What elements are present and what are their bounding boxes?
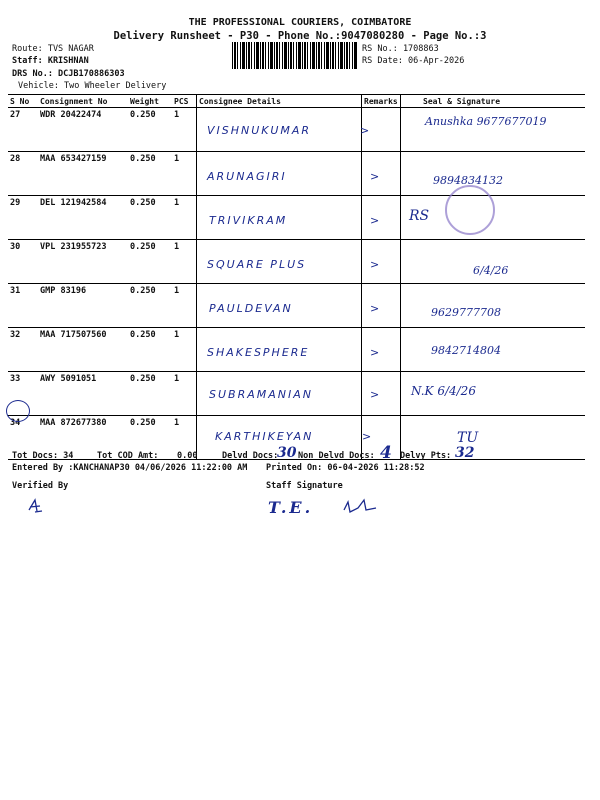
col-consignment: Consignment No bbox=[38, 95, 128, 108]
entered-by: Entered By :KANCHANAP30 04/06/2026 11:22:00 AM bbox=[12, 463, 248, 473]
row-sno: 30 bbox=[8, 240, 38, 284]
row-pcs: 1 bbox=[172, 152, 197, 196]
verified-by-label: Verified By bbox=[12, 481, 69, 491]
table-row bbox=[8, 372, 585, 416]
row-remark: > bbox=[370, 214, 382, 227]
row-signature: 9894834132 bbox=[433, 174, 503, 187]
staff-signature-scribble bbox=[340, 496, 380, 516]
row-consignee: SUBRAMANIAN bbox=[209, 388, 313, 401]
row-signature: 9842714804 bbox=[431, 344, 501, 357]
delvy-pts-value: 32 bbox=[455, 445, 475, 461]
col-signature: Seal & Signature bbox=[401, 95, 586, 108]
row-pcs: 1 bbox=[172, 240, 197, 284]
total-cod-value: 0.00 bbox=[177, 451, 198, 461]
row-remark: > bbox=[370, 258, 382, 271]
col-weight: Weight bbox=[128, 95, 172, 108]
verified-signature-mark bbox=[26, 498, 46, 514]
circled-number-mark bbox=[6, 400, 30, 422]
col-pcs: PCS bbox=[172, 95, 197, 108]
row-sno: 34 bbox=[8, 416, 38, 460]
col-remarks: Remarks bbox=[362, 95, 401, 108]
row-weight: 0.250 bbox=[128, 240, 172, 284]
rs-date: RS Date: 06-Apr-2026 bbox=[362, 56, 465, 66]
col-consignee: Consignee Details bbox=[197, 95, 362, 108]
row-weight: 0.250 bbox=[128, 196, 172, 240]
vehicle-label: Vehicle: Two Wheeler Delivery bbox=[18, 81, 167, 91]
row-signature-cell bbox=[401, 152, 586, 196]
delvy-pts-label: Delvy Pts: bbox=[400, 451, 452, 461]
row-pcs: 1 bbox=[172, 284, 197, 328]
row-sno: 29 bbox=[8, 196, 38, 240]
row-consignment: GMP 83196 bbox=[38, 284, 128, 328]
row-signature: N.K 6/4/26 bbox=[411, 384, 476, 398]
row-remark: > bbox=[362, 430, 374, 443]
row-pcs: 1 bbox=[172, 416, 197, 460]
table-row bbox=[8, 196, 585, 240]
row-remarks-cell bbox=[362, 240, 401, 284]
total-docs: Tot Docs: 34 bbox=[12, 451, 74, 461]
delvd-docs-value: 30 bbox=[277, 445, 297, 461]
row-remark: > bbox=[370, 302, 382, 315]
delivery-table bbox=[8, 94, 585, 460]
table-row bbox=[8, 152, 585, 196]
row-signature: RS bbox=[409, 208, 430, 224]
non-delvd-label: Non Delvd Docs: bbox=[298, 451, 375, 461]
staff-signature-label: Staff Signature bbox=[266, 481, 343, 491]
table-header-row bbox=[8, 95, 585, 108]
row-weight: 0.250 bbox=[128, 152, 172, 196]
row-sno: 32 bbox=[8, 328, 38, 372]
row-sno: 27 bbox=[8, 108, 38, 152]
staff-label: Staff: KRISHNAN bbox=[12, 56, 89, 66]
row-consignee: VISHNUKUMAR bbox=[207, 124, 312, 137]
barcode-icon bbox=[232, 42, 357, 69]
row-remark: > bbox=[360, 124, 372, 137]
row-consignment: MAA 653427159 bbox=[38, 152, 128, 196]
printed-on: Printed On: 06-04-2026 11:28:52 bbox=[266, 463, 425, 473]
row-sno: 28 bbox=[8, 152, 38, 196]
seal-stamp-icon bbox=[445, 185, 495, 235]
row-pcs: 1 bbox=[172, 108, 197, 152]
row-consignee-cell bbox=[197, 240, 362, 284]
staff-signature-value: T.E. bbox=[268, 498, 314, 517]
row-remark: > bbox=[370, 388, 382, 401]
col-sno: S No bbox=[8, 95, 38, 108]
row-signature-cell bbox=[401, 240, 586, 284]
row-weight: 0.250 bbox=[128, 372, 172, 416]
row-weight: 0.250 bbox=[128, 284, 172, 328]
rs-number: RS No.: 1708863 bbox=[362, 44, 439, 54]
row-remarks-cell bbox=[362, 372, 401, 416]
row-remarks-cell bbox=[362, 152, 401, 196]
row-consignee: ARUNAGIRI bbox=[207, 170, 287, 183]
table-row bbox=[8, 284, 585, 328]
row-consignee-cell bbox=[197, 196, 362, 240]
row-pcs: 1 bbox=[172, 328, 197, 372]
row-sno: 33 bbox=[8, 372, 38, 416]
row-sno: 31 bbox=[8, 284, 38, 328]
row-signature-cell bbox=[401, 372, 586, 416]
row-remarks-cell bbox=[362, 196, 401, 240]
row-consignee-cell bbox=[197, 284, 362, 328]
row-weight: 0.250 bbox=[128, 328, 172, 372]
table-row bbox=[8, 416, 585, 460]
row-remark: > bbox=[370, 346, 382, 359]
row-signature: Anushka 9677677019 bbox=[425, 115, 547, 128]
row-signature: TU bbox=[457, 430, 479, 446]
row-signature-cell bbox=[401, 108, 586, 152]
row-remarks-cell bbox=[362, 108, 401, 152]
row-consignee: KARTHIKEYAN bbox=[215, 430, 314, 443]
row-pcs: 1 bbox=[172, 372, 197, 416]
row-remarks-cell bbox=[362, 328, 401, 372]
row-consignee: TRIVIKRAM bbox=[209, 214, 288, 227]
row-consignee: SHAKESPHERE bbox=[207, 346, 310, 359]
company-name: THE PROFESSIONAL COURIERS, COIMBATORE bbox=[188, 17, 412, 28]
row-signature-cell bbox=[401, 328, 586, 372]
row-consignment: DEL 121942584 bbox=[38, 196, 128, 240]
row-consignment: MAA 717507560 bbox=[38, 328, 128, 372]
row-weight: 0.250 bbox=[128, 108, 172, 152]
total-cod-label: Tot COD Amt: bbox=[97, 451, 159, 461]
row-consignment: MAA 872677380 bbox=[38, 416, 128, 460]
delvd-docs-label: Delvd Docs: bbox=[222, 451, 279, 461]
table-row bbox=[8, 240, 585, 284]
row-consignment: VPL 231955723 bbox=[38, 240, 128, 284]
row-consignee: SQUARE PLUS bbox=[207, 258, 307, 271]
row-consignee-cell bbox=[197, 328, 362, 372]
row-consignment: AWY 5091051 bbox=[38, 372, 128, 416]
row-signature: 6/4/26 bbox=[473, 264, 509, 277]
row-remarks-cell bbox=[362, 284, 401, 328]
row-consignee: PAULDEVAN bbox=[209, 302, 293, 315]
route-label: Route: TVS NAGAR bbox=[12, 44, 94, 54]
row-consignee-cell bbox=[197, 108, 362, 152]
non-delvd-value: 4 bbox=[380, 443, 392, 463]
table-row bbox=[8, 108, 585, 152]
row-consignee-cell bbox=[197, 152, 362, 196]
row-consignment: WDR 20422474 bbox=[38, 108, 128, 152]
drs-number: DRS No.: DCJB170886303 bbox=[12, 69, 125, 79]
row-consignee-cell bbox=[197, 372, 362, 416]
runsheet-title: Delivery Runsheet - P30 - Phone No.:9047080280 - Page No.:3 bbox=[113, 30, 487, 42]
row-remark: > bbox=[370, 170, 382, 183]
row-signature: 9629777708 bbox=[431, 306, 501, 319]
row-signature-cell bbox=[401, 284, 586, 328]
row-weight: 0.250 bbox=[128, 416, 172, 460]
table-row bbox=[8, 328, 585, 372]
row-pcs: 1 bbox=[172, 196, 197, 240]
